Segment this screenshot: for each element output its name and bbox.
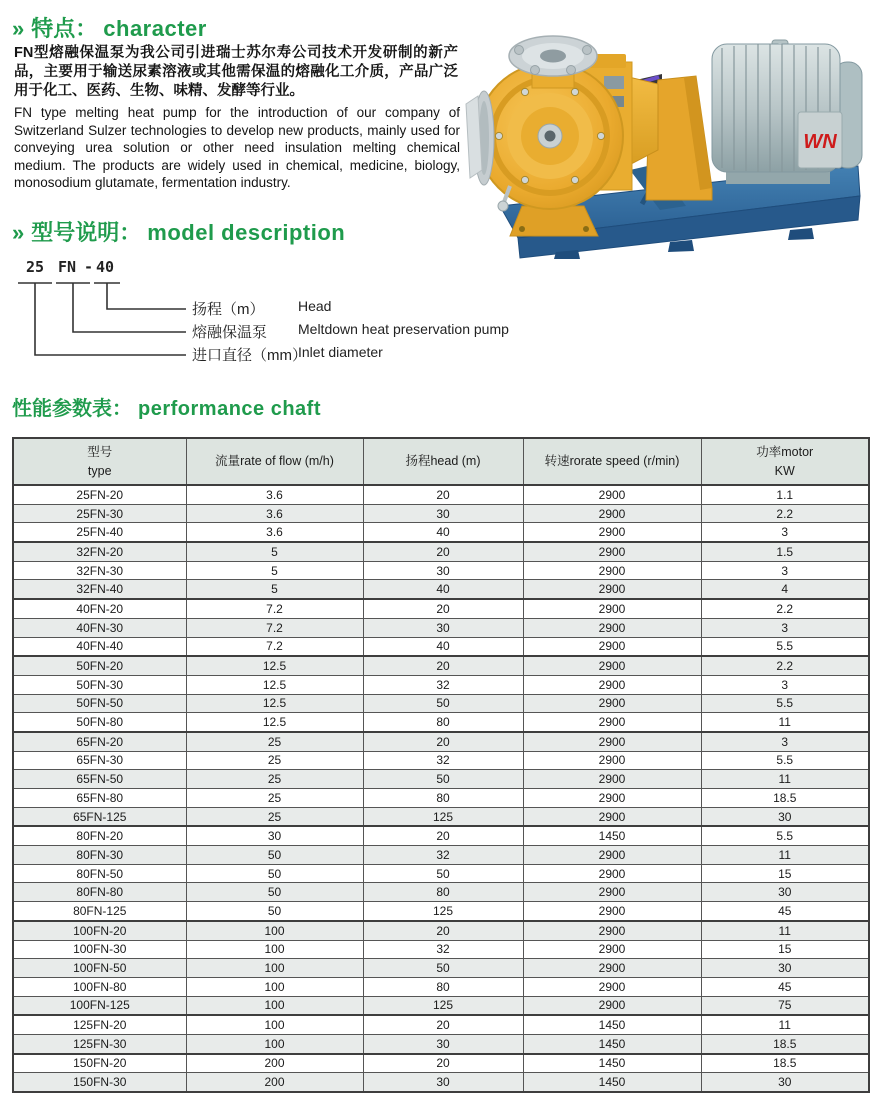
value-cell: 3 [701,732,869,751]
value-cell: 2900 [523,883,701,902]
table-row [13,561,869,580]
model-type-cell: 50FN-50 [13,694,186,713]
model-type-cell: 65FN-20 [13,732,186,751]
value-cell: 1.5 [701,542,869,561]
value-cell: 50 [363,864,523,883]
value-cell: 32 [363,751,523,770]
value-cell: 50 [186,864,363,883]
legend-head-zh: 扬程（m） [192,301,265,318]
model-type-cell: 80FN-50 [13,864,186,883]
model-type-cell: 50FN-80 [13,713,186,732]
character-heading-en: character [103,16,207,41]
value-cell: 3 [701,523,869,542]
model-type-cell: 50FN-20 [13,656,186,675]
value-cell: 50 [186,883,363,902]
value-cell: 100 [186,921,363,940]
value-cell: 2900 [523,599,701,618]
value-cell: 2900 [523,770,701,789]
value-cell: 100 [186,940,363,959]
value-cell: 50 [363,959,523,978]
model-type-cell: 25FN-40 [13,523,186,542]
value-cell: 11 [701,713,869,732]
table-row [13,656,869,675]
value-cell: 5 [186,580,363,599]
model-type-cell: 150FN-30 [13,1073,186,1092]
model-type-cell: 100FN-50 [13,959,186,978]
value-cell: 3 [701,561,869,580]
model-heading [12,216,345,247]
table-row [13,618,869,637]
value-cell: 3.6 [186,523,363,542]
character-heading [12,12,207,43]
value-cell: 2900 [523,977,701,996]
value-cell: 7.2 [186,637,363,656]
table-row [13,846,869,865]
value-cell: 3 [701,675,869,694]
model-heading-zh: 型号说明： [31,220,142,245]
table-row [13,751,869,770]
value-cell: 20 [363,732,523,751]
model-type-cell: 50FN-30 [13,675,186,694]
value-cell: 20 [363,599,523,618]
value-cell: 2900 [523,940,701,959]
table-row [13,504,869,523]
table-row [13,637,869,656]
table-row [13,789,869,808]
model-type-cell: 40FN-30 [13,618,186,637]
model-type-cell: 32FN-30 [13,561,186,580]
column-header-2: 扬程head (m) [363,438,523,485]
table-row [13,713,869,732]
value-cell: 4 [701,580,869,599]
value-cell: 11 [701,1015,869,1034]
value-cell: 1450 [523,826,701,845]
model-type-cell: 65FN-30 [13,751,186,770]
value-cell: 2900 [523,996,701,1015]
value-cell: 5 [186,542,363,561]
table-row [13,542,869,561]
value-cell: 30 [363,618,523,637]
performance-heading-en: performance chaft [138,398,321,420]
value-cell: 12.5 [186,675,363,694]
value-cell: 100 [186,959,363,978]
value-cell: 1450 [523,1054,701,1073]
value-cell: 30 [363,504,523,523]
legend-inlet-zh: 进口直径（mm） [192,347,307,364]
value-cell: 2900 [523,656,701,675]
value-cell: 2.2 [701,599,869,618]
value-cell: 1450 [523,1034,701,1053]
table-row [13,1015,869,1034]
value-cell: 25 [186,807,363,826]
value-cell: 25 [186,789,363,808]
value-cell: 30 [186,826,363,845]
value-cell: 2900 [523,542,701,561]
value-cell: 5 [186,561,363,580]
value-cell: 20 [363,656,523,675]
value-cell: 20 [363,485,523,504]
value-cell: 45 [701,902,869,921]
model-type-cell: 80FN-30 [13,846,186,865]
model-type-cell: 80FN-20 [13,826,186,845]
value-cell: 12.5 [186,656,363,675]
value-cell: 15 [701,940,869,959]
legend-pump-zh: 熔融保温泵 [192,324,268,341]
table-row [13,977,869,996]
double-chevron-icon: » [12,220,25,245]
character-heading-zh: 特点： [31,16,98,41]
table-row [13,485,869,504]
value-cell: 40 [363,523,523,542]
value-cell: 32 [363,940,523,959]
table-row [13,1073,869,1092]
table-row [13,959,869,978]
table-row [13,523,869,542]
model-type-cell: 25FN-30 [13,504,186,523]
value-cell: 125 [363,996,523,1015]
model-type-cell: 40FN-20 [13,599,186,618]
value-cell: 2900 [523,561,701,580]
motor-label: WN [803,131,837,153]
model-type-cell: 125FN-30 [13,1034,186,1053]
value-cell: 7.2 [186,618,363,637]
model-type-cell: 65FN-125 [13,807,186,826]
model-type-cell: 25FN-20 [13,485,186,504]
table-row [13,940,869,959]
value-cell: 2900 [523,921,701,940]
value-cell: 5.5 [701,751,869,770]
value-cell: 20 [363,1015,523,1034]
model-code-inlet: 25 [26,258,45,276]
value-cell: 200 [186,1073,363,1092]
model-code-series: FN [58,258,77,276]
performance-heading-zh: 性能参数表： [12,398,132,420]
model-type-cell: 80FN-80 [13,883,186,902]
model-type-cell: 100FN-80 [13,977,186,996]
value-cell: 2.2 [701,504,869,523]
column-header-1: 流量rate of flow (m/h) [186,438,363,485]
model-type-cell: 32FN-40 [13,580,186,599]
value-cell: 18.5 [701,1034,869,1053]
value-cell: 2900 [523,580,701,599]
value-cell: 30 [701,1073,869,1092]
value-cell: 3.6 [186,485,363,504]
value-cell: 30 [363,1073,523,1092]
model-type-cell: 125FN-20 [13,1015,186,1034]
value-cell: 1.1 [701,485,869,504]
pump-photo [460,20,872,260]
legend-inlet-en: Inlet diameter [298,344,383,360]
table-row [13,732,869,751]
model-type-cell: 100FN-125 [13,996,186,1015]
value-cell: 2900 [523,846,701,865]
model-type-cell: 32FN-20 [13,542,186,561]
value-cell: 80 [363,713,523,732]
value-cell: 2900 [523,694,701,713]
value-cell: 125 [363,902,523,921]
pump-motor [712,40,862,184]
value-cell: 50 [363,694,523,713]
model-code-head: 40 [96,258,115,276]
value-cell: 80 [363,977,523,996]
model-type-cell: 65FN-80 [13,789,186,808]
model-type-cell: 80FN-125 [13,902,186,921]
value-cell: 2900 [523,675,701,694]
model-type-cell: 100FN-20 [13,921,186,940]
value-cell: 7.2 [186,599,363,618]
table-row [13,996,869,1015]
value-cell: 2900 [523,807,701,826]
value-cell: 25 [186,751,363,770]
value-cell: 30 [701,883,869,902]
legend-head-en: Head [298,298,332,314]
value-cell: 2900 [523,485,701,504]
pump-photo-svg [460,20,872,260]
value-cell: 12.5 [186,694,363,713]
performance-table-header [13,438,869,485]
value-cell: 45 [701,977,869,996]
model-code-diagram [12,252,612,382]
value-cell: 25 [186,732,363,751]
table-row [13,864,869,883]
value-cell: 80 [363,789,523,808]
value-cell: 20 [363,826,523,845]
value-cell: 2900 [523,864,701,883]
value-cell: 50 [186,846,363,865]
table-row [13,675,869,694]
value-cell: 50 [186,902,363,921]
value-cell: 18.5 [701,789,869,808]
value-cell: 5.5 [701,694,869,713]
performance-table [12,437,870,1093]
model-type-cell: 150FN-20 [13,1054,186,1073]
value-cell: 30 [363,1034,523,1053]
value-cell: 11 [701,921,869,940]
model-code-dash: - [84,258,94,276]
value-cell: 3 [701,618,869,637]
value-cell: 20 [363,1054,523,1073]
value-cell: 3.6 [186,504,363,523]
value-cell: 2900 [523,523,701,542]
table-row [13,599,869,618]
performance-heading [12,392,321,421]
value-cell: 100 [186,1015,363,1034]
value-cell: 200 [186,1054,363,1073]
table-row [13,580,869,599]
value-cell: 2900 [523,959,701,978]
table-row [13,883,869,902]
table-row [13,770,869,789]
value-cell: 2900 [523,618,701,637]
character-paragraph-zh: FN型熔融保温泵为我公司引进瑞士苏尔寿公司技术开发研制的新产品，主要用于输送尿素溶液或其他需保温的熔融化工介质，产品广泛用于化工、医药、生物、味精、发酵等行业。 [14,45,458,99]
model-type-cell: 65FN-50 [13,770,186,789]
value-cell: 40 [363,637,523,656]
value-cell: 2900 [523,902,701,921]
value-cell: 100 [186,996,363,1015]
value-cell: 1450 [523,1015,701,1034]
table-row [13,1034,869,1053]
value-cell: 80 [363,883,523,902]
column-header-0: 型号 type [13,438,186,485]
value-cell: 1450 [523,1073,701,1092]
value-cell: 40 [363,580,523,599]
value-cell: 20 [363,542,523,561]
value-cell: 15 [701,864,869,883]
value-cell: 2900 [523,504,701,523]
model-heading-en: model description [147,220,346,245]
value-cell: 20 [363,921,523,940]
model-type-cell: 100FN-30 [13,940,186,959]
column-header-3: 转速rorate speed (r/min) [523,438,701,485]
value-cell: 2900 [523,751,701,770]
value-cell: 11 [701,846,869,865]
value-cell: 12.5 [186,713,363,732]
value-cell: 50 [363,770,523,789]
column-header-4: 功率motor KW [701,438,869,485]
value-cell: 2900 [523,637,701,656]
double-chevron-icon: » [12,16,25,41]
value-cell: 30 [363,561,523,580]
model-type-cell: 40FN-40 [13,637,186,656]
character-paragraph-en: FN type melting heat pump for the introduction of our company of Switzerland Sulzer technologies to develop new products, mainly used for conveying urea solution or other need insulation melting chemical medium. The products are widely used in chemical, medicine, biology, monosodium glutamate, fermentation industry. [14,105,460,191]
value-cell: 30 [701,959,869,978]
value-cell: 100 [186,1034,363,1053]
table-row [13,694,869,713]
table-row [13,826,869,845]
value-cell: 2900 [523,713,701,732]
table-row [13,921,869,940]
value-cell: 75 [701,996,869,1015]
value-cell: 25 [186,770,363,789]
value-cell: 18.5 [701,1054,869,1073]
value-cell: 2900 [523,732,701,751]
value-cell: 11 [701,770,869,789]
value-cell: 5.5 [701,637,869,656]
value-cell: 30 [701,807,869,826]
value-cell: 32 [363,846,523,865]
legend-pump-en: Meltdown heat preservation pump [298,321,509,337]
table-row [13,1054,869,1073]
value-cell: 2900 [523,789,701,808]
value-cell: 125 [363,807,523,826]
table-row [13,902,869,921]
value-cell: 2.2 [701,656,869,675]
value-cell: 32 [363,675,523,694]
value-cell: 5.5 [701,826,869,845]
table-row [13,807,869,826]
value-cell: 100 [186,977,363,996]
